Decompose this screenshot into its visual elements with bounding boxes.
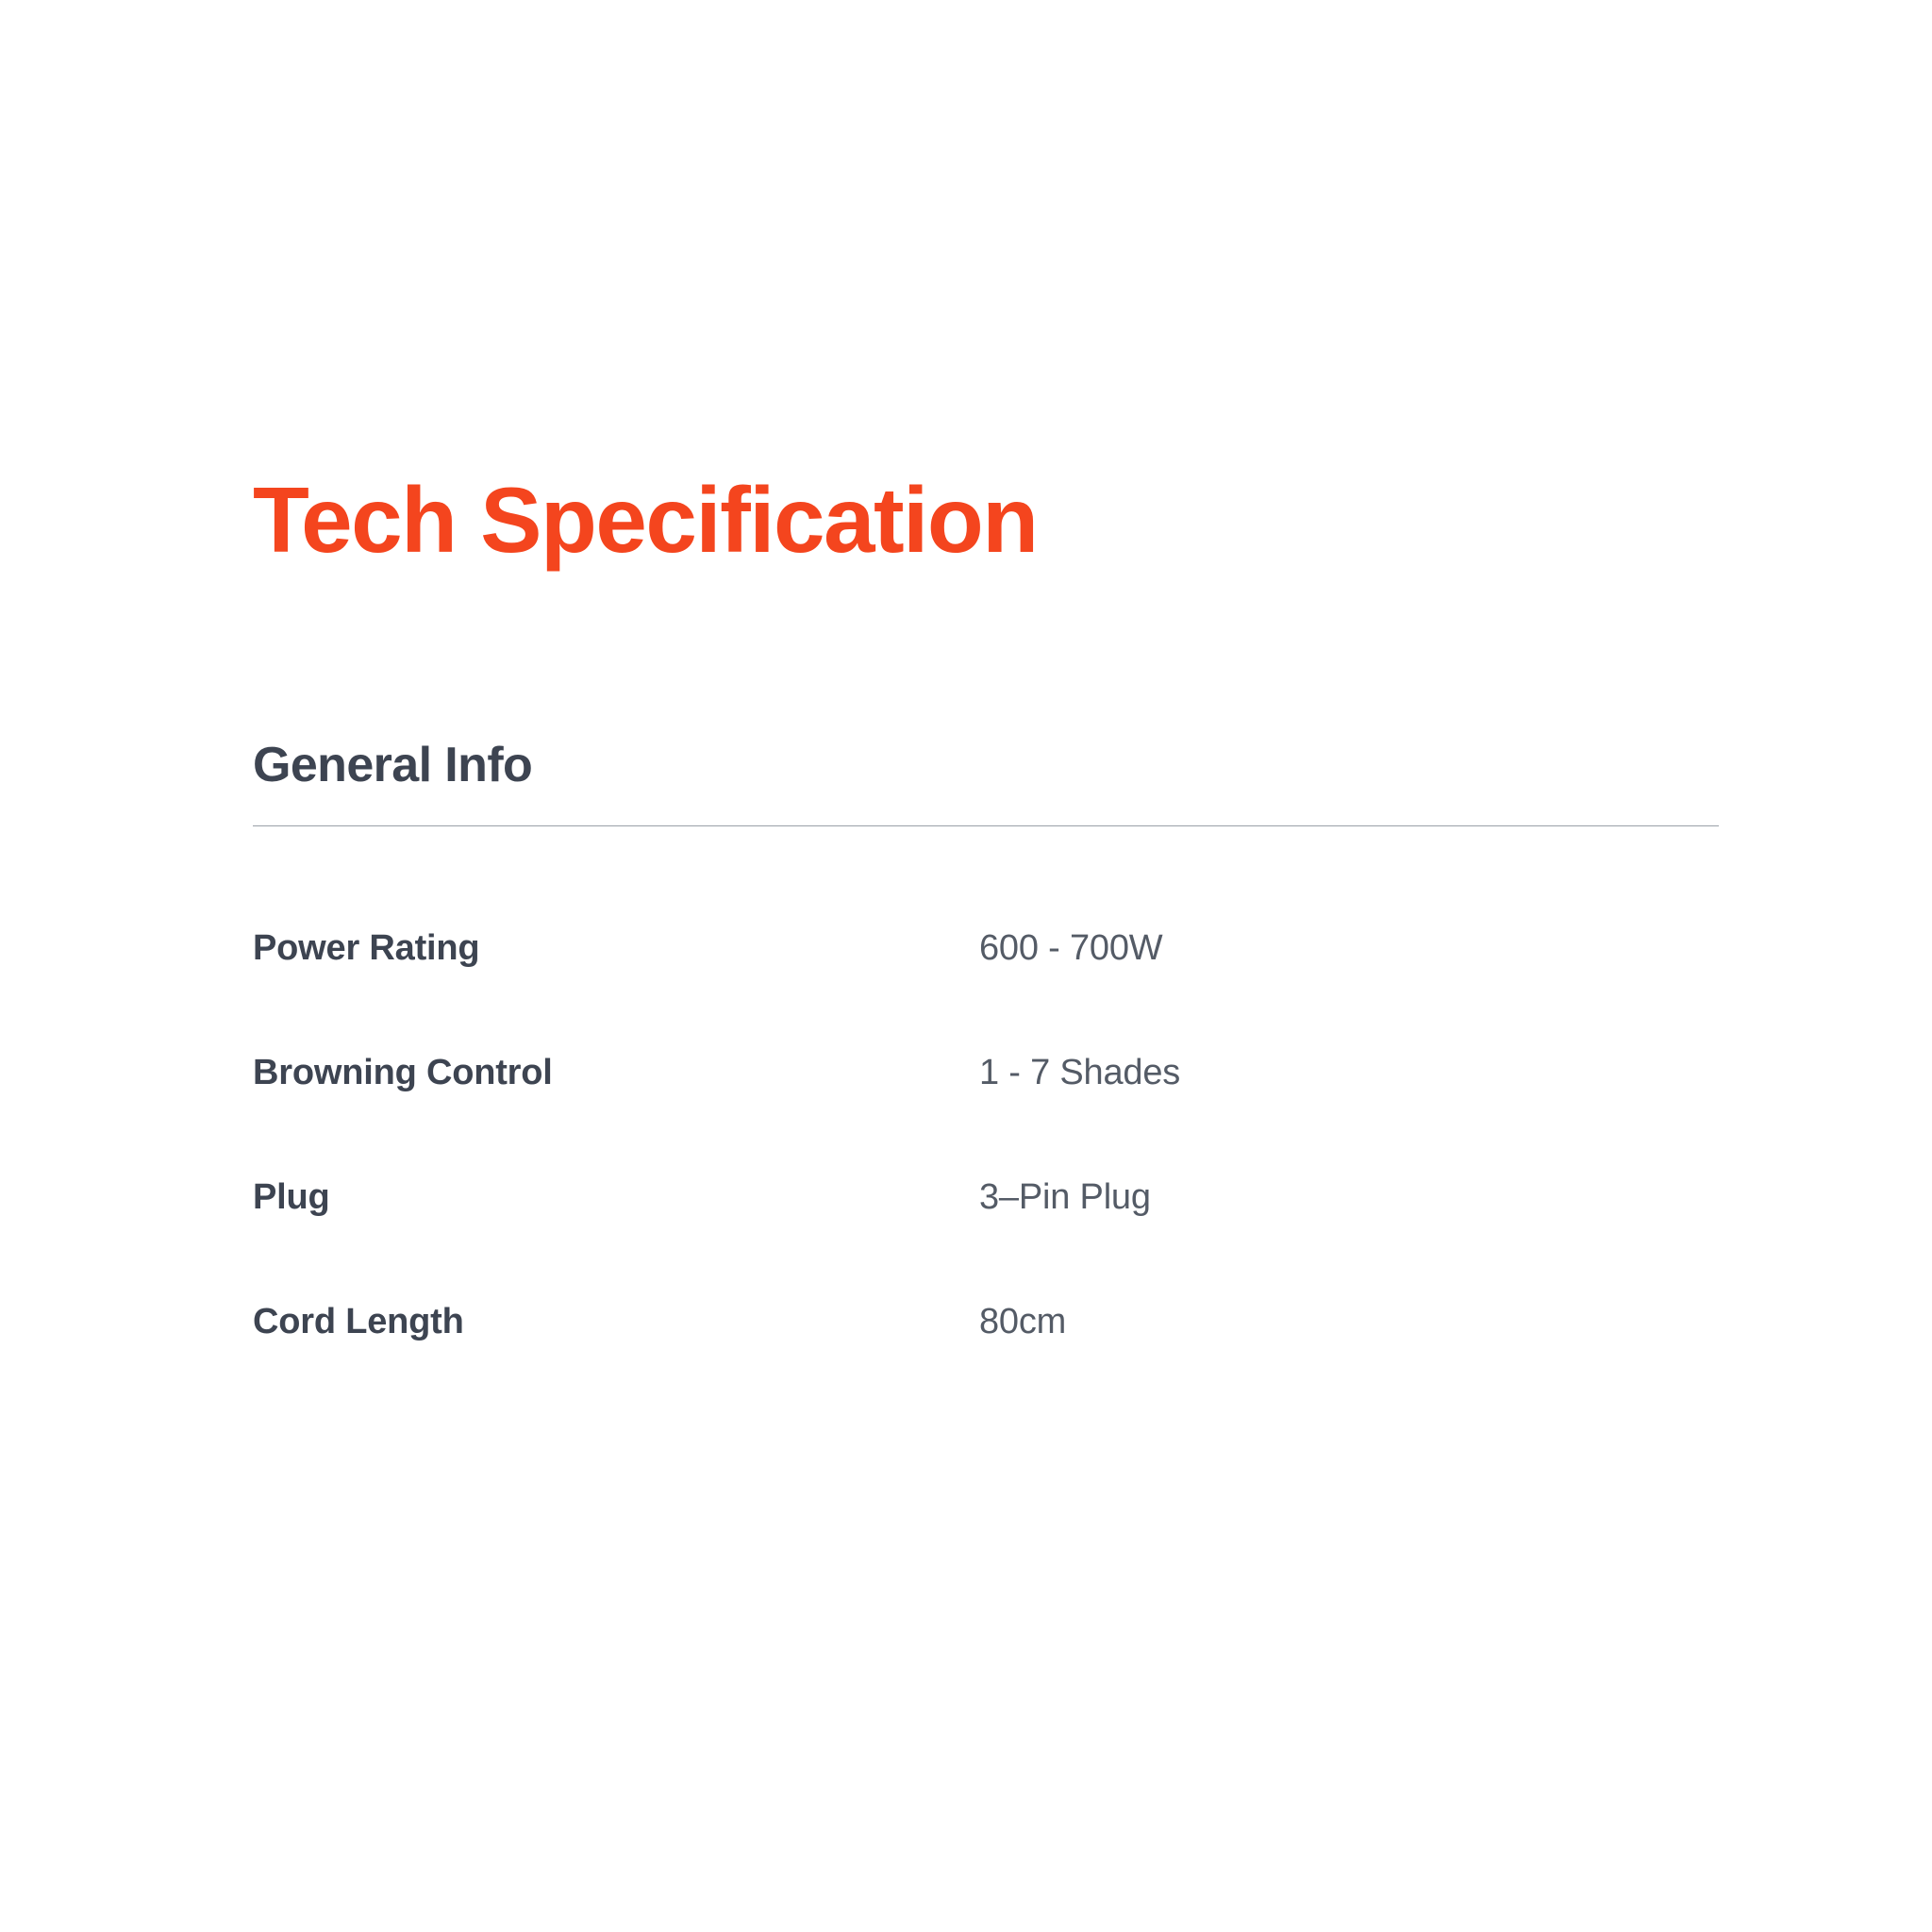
spec-label: Browning Control — [253, 1052, 553, 1092]
spec-value: 1 - 7 Shades — [979, 1052, 1181, 1092]
spec-value: 80cm — [979, 1301, 1067, 1341]
section-divider — [253, 825, 1719, 826]
spec-label: Cord Length — [253, 1301, 464, 1341]
page-title: Tech Specification — [253, 468, 1038, 572]
section-heading-general-info: General Info — [253, 737, 533, 792]
specification-table — [253, 928, 1719, 1426]
table-row — [253, 1302, 1719, 1426]
table-row — [253, 928, 1719, 1053]
content-container — [253, 468, 1724, 1426]
table-row — [253, 1053, 1719, 1177]
table-row — [253, 1177, 1719, 1302]
spec-value: 600 - 700W — [979, 927, 1163, 968]
spec-label: Plug — [253, 1176, 330, 1217]
spec-label: Power Rating — [253, 927, 480, 968]
spec-value: 3–Pin Plug — [979, 1176, 1151, 1217]
